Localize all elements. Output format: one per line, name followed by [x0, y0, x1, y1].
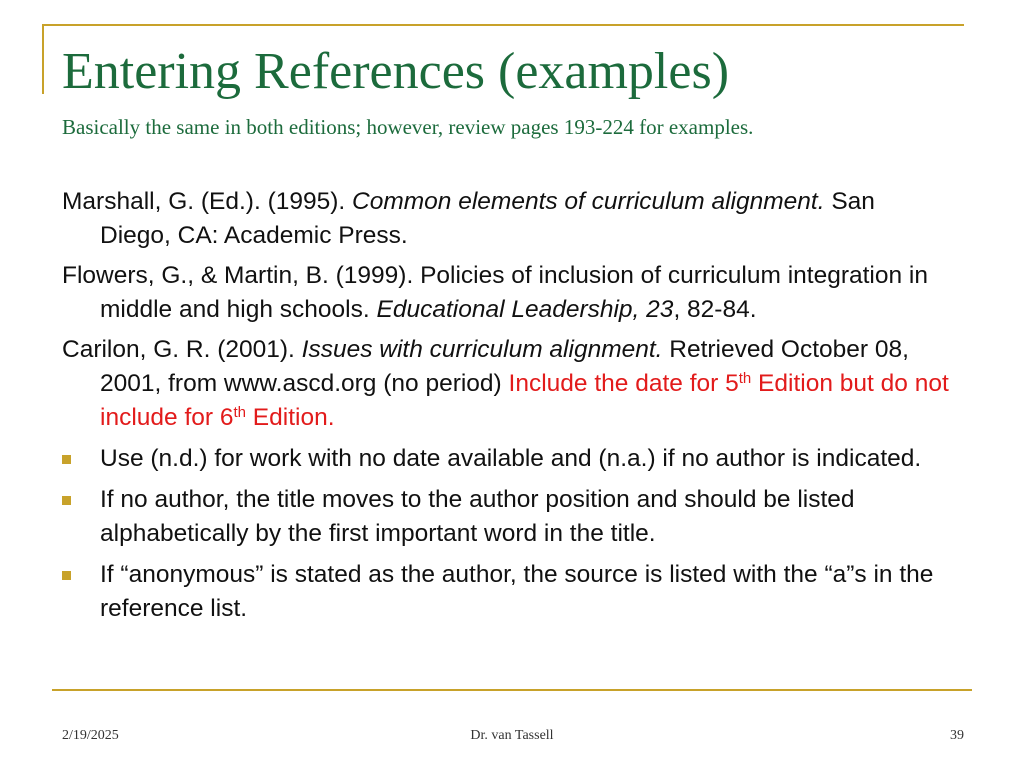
left-frame-rule — [42, 24, 44, 94]
bullet-text: Use (n.d.) for work with no date available and (n.a.) if no author is indicated. — [100, 445, 922, 472]
reference-italic-title: Issues with curriculum alignment. — [301, 336, 663, 363]
bottom-rule — [52, 689, 972, 691]
reference-text: Carilon, G. R. (2001). — [62, 336, 302, 363]
top-frame-rule — [42, 24, 964, 26]
reference-entry — [62, 185, 952, 253]
slide-body — [62, 185, 952, 633]
bullet-text: If no author, the title moves to the author position and should be listed alphabetically by the first important word in the title. — [100, 486, 855, 547]
reference-italic-title: Common elements of curriculum alignment. — [352, 188, 825, 215]
footer-date: 2/19/2025 — [62, 728, 119, 743]
bullet-item — [62, 558, 952, 626]
slide-subtitle: Basically the same in both editions; however, review pages 193-224 for examples. — [62, 115, 754, 139]
reference-italic-title: Educational Leadership, 23 — [376, 296, 674, 323]
bullet-text: If “anonymous” is stated as the author, the source is listed with the “a”s in the reference list. — [100, 561, 934, 622]
reference-text: , 82-84. — [673, 296, 757, 323]
square-bullet-icon — [62, 455, 71, 464]
bullet-item — [62, 483, 952, 551]
bullet-item — [62, 442, 952, 476]
edition-note: Include the date for 5th Edition but do not include for 6th Edition. — [100, 370, 949, 431]
reference-entry — [62, 259, 952, 327]
square-bullet-icon — [62, 496, 71, 505]
reference-text: San Diego, CA: Academic Press. — [100, 188, 875, 249]
reference-text: Marshall, G. (Ed.). (1995). — [62, 188, 353, 215]
footer-author: Dr. van Tassell — [470, 728, 554, 743]
square-bullet-icon — [62, 571, 71, 580]
page-number: 39 — [950, 728, 964, 743]
slide-title: Entering References (examples) — [62, 43, 730, 100]
reference-entry — [62, 333, 952, 435]
reference-text: Flowers, G., & Martin, B. (1999). Policies of inclusion of curriculum integration in middle and high schools. — [62, 262, 929, 323]
reference-text: Retrieved October 08, 2001, from www.ascd.org (no period) — [100, 336, 909, 397]
